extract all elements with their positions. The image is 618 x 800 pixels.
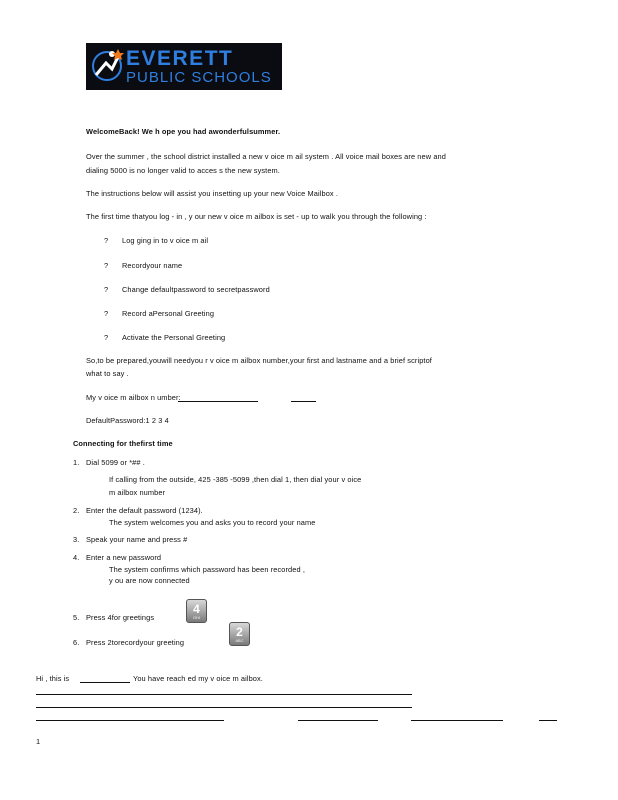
script-line-3c [411,720,503,721]
bullet-mark: ? [104,236,109,245]
script-line-2 [36,707,412,708]
step-number: 3. [73,535,80,544]
step-1-detail-line-1: If calling from the outside, 425 -385 -5099 ,then dial 1, then dial your v oice [109,475,362,484]
mailbox-number-blank-2 [291,401,316,402]
first-time-text: The first time thatyou log - in , y our new v oice m ailbox is set - up to walk you through the following : [86,212,427,221]
step-2-detail-line-1: The system welcomes you and asks you to record your name [109,518,316,527]
step-6-text: Press 2torecordyour greeting [86,638,185,647]
bullet-mark: ? [104,309,109,318]
phone-key-2-digit: 2 [236,625,243,639]
bullet-item-record-name: Recordyour name [122,261,183,270]
greeting-script-rest: You have reach ed my v oice m ailbox. [133,674,263,683]
script-line-3b [298,720,378,721]
logo-text-everett: EVERETT [126,47,234,70]
phone-key-4-icon [186,599,207,623]
step-5-text: Press 4for greetings [86,613,155,622]
phone-key-2-icon [229,622,250,646]
intro-paragraph-line-2: dialing 5000 is no longer valid to acces s the new system. [86,166,280,175]
phone-key-4-letters: GHI [192,615,201,620]
step-4-detail-line-1: The system confirms which password has been recorded , [109,565,305,574]
step-4-text: Enter a new password [86,553,162,562]
instructions-text: The instructions below will assist you insetting up your new Voice Mailbox . [86,189,339,198]
bullet-item-activate-greeting: Activate the Personal Greeting [122,333,226,342]
step-number: 2. [73,506,80,515]
bullet-item-logging-in: Log ging in to v oice m ail [122,236,209,245]
name-blank [80,682,130,683]
default-password-text: DefaultPassword:1 2 3 4 [86,416,169,425]
script-line-3a [36,720,224,721]
connecting-heading: Connecting for thefirst time [73,439,173,448]
step-number: 5. [73,613,80,622]
logo-text-public-schools: PUBLIC SCHOOLS [126,69,272,86]
bullet-item-record-greeting: Record aPersonal Greeting [122,309,215,318]
page-number: 1 [36,737,41,746]
step-number: 1. [73,458,80,467]
district-logo [86,43,282,90]
prepared-text-line-2: what to say . [86,369,129,378]
step-2-text: Enter the default password (1234). [86,506,203,515]
step-3-text: Speak your name and press # [86,535,188,544]
step-1-detail-line-2: m ailbox number [109,488,166,497]
script-line-1 [36,694,412,695]
greeting-script-start: Hi , this is [36,674,70,683]
bullet-mark: ? [104,261,109,270]
bullet-item-change-password: Change defaultpassword to secretpassword [122,285,270,294]
runner-emblem-icon [88,45,126,88]
script-line-3d [539,720,557,721]
step-4-detail-line-2: y ou are now connected [109,576,190,585]
phone-key-2-letters: ABC [235,638,244,643]
step-number: 4. [73,553,80,562]
step-1-text: Dial 5099 or *## . [86,458,145,467]
bullet-mark: ? [104,333,109,342]
phone-key-4-digit: 4 [193,602,200,616]
mailbox-number-label: My v oice m ailbox n umber: [86,393,181,402]
intro-paragraph-line-1: Over the summer , the school district installed a new v oice m ail system . All voice mail boxes are new and [86,152,446,161]
prepared-text-line-1: So,to be prepared,youwill needyou r v oice m ailbox number,your first and lastname and a brief scriptof [86,356,432,365]
welcome-heading: WelcomeBack! We h ope you had awonderfulsummer. [86,127,281,136]
step-number: 6. [73,638,80,647]
bullet-mark: ? [104,285,109,294]
mailbox-number-blank [178,401,258,402]
